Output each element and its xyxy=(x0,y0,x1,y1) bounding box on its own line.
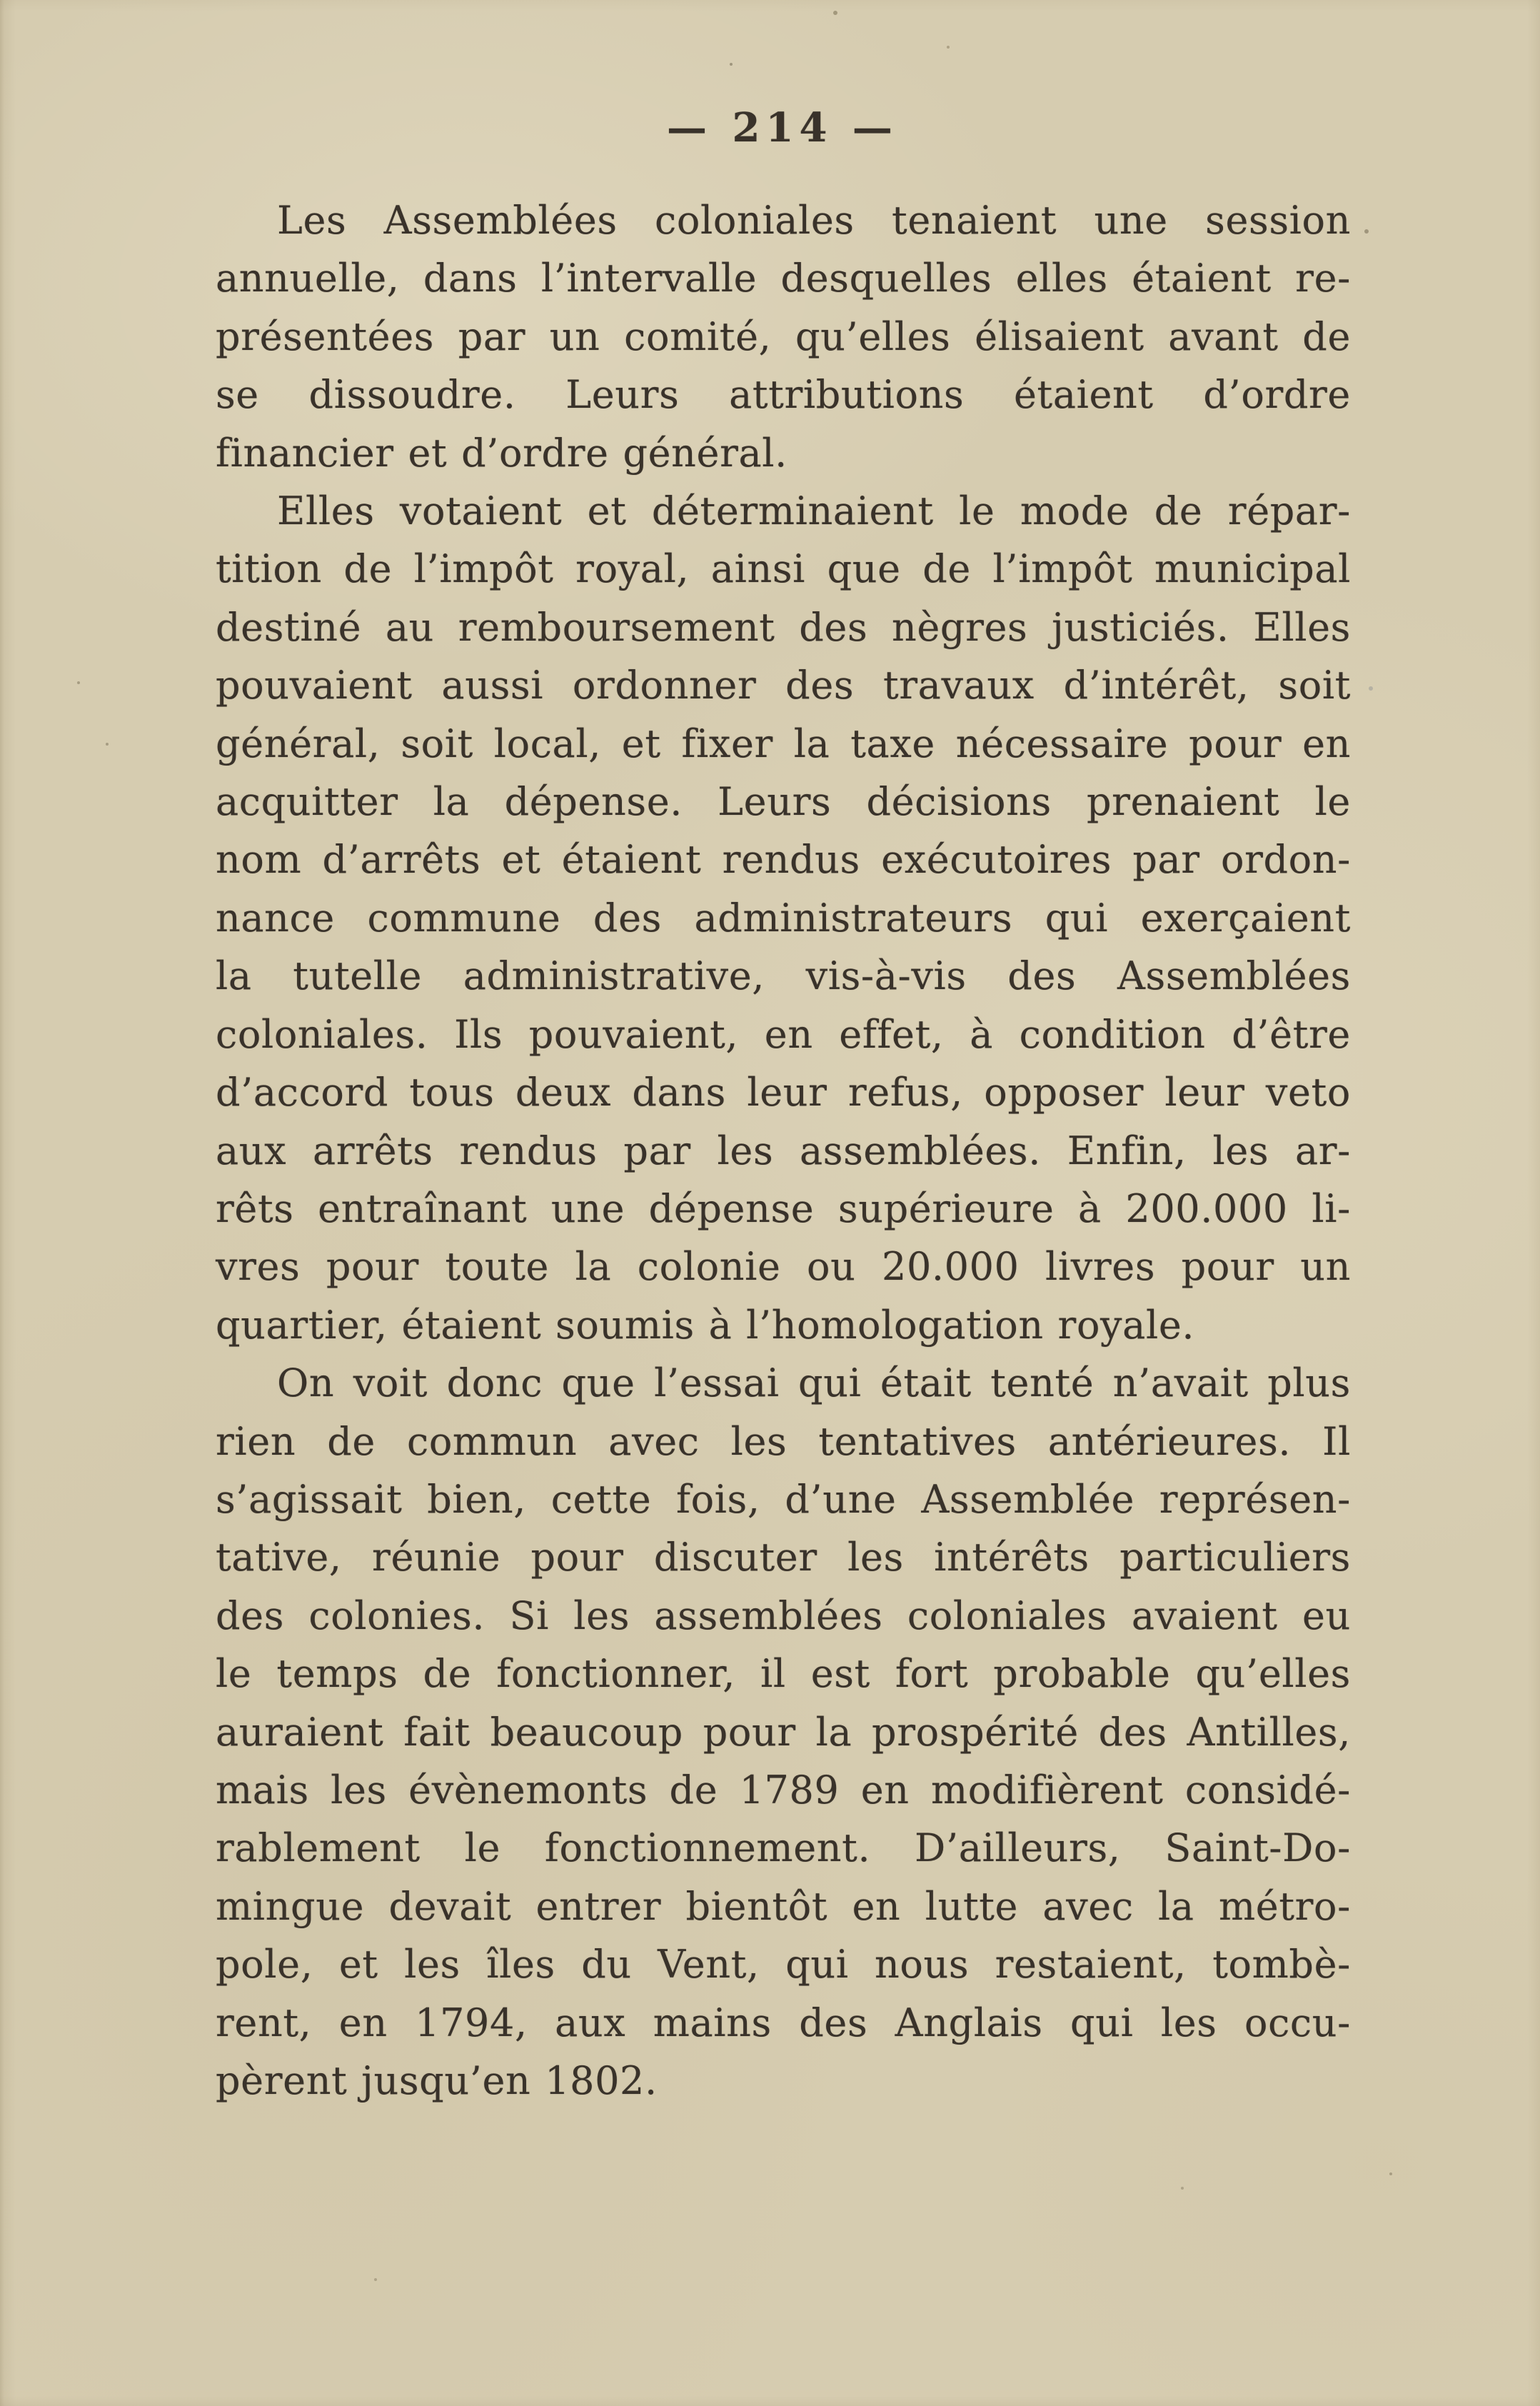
text-line: pèrent jusqu’en 1802. xyxy=(216,2058,658,2103)
text-line: coloniales. Ils pouvaient, en effet, à condition d’être xyxy=(216,1011,1351,1057)
text-block xyxy=(216,191,1351,2110)
text-line: quartier, étaient soumis à l’homologation royale. xyxy=(216,1302,1195,1348)
text-line: s’agissait bien, cette fois, d’une Assemblée représen- xyxy=(216,1476,1351,1522)
paragraph xyxy=(216,482,1351,1354)
text-line: général, soit local, et fixer la taxe nécessaire pour en xyxy=(216,721,1351,766)
text-line: pole, et les îles du Vent, qui nous restaient, tombè- xyxy=(216,1942,1351,1988)
text-line: présentées par un comité, qu’elles élisaient avant de xyxy=(216,314,1351,359)
text-line: rent, en 1794, aux mains des Anglais qui les occu- xyxy=(216,2000,1351,2045)
text-line: vres pour toute la colonie ou 20.000 livres pour un xyxy=(216,1244,1351,1290)
text-line: nom d’arrêts et étaient rendus exécutoires par ordon- xyxy=(216,837,1351,883)
text-line: annuelle, dans l’intervalle desquelles elles étaient re- xyxy=(216,256,1351,301)
text-line: rien de commun avec les tentatives antérieures. Il xyxy=(216,1418,1351,1464)
text-line: pouvaient aussi ordonner des travaux d’intérêt, soit xyxy=(216,663,1351,708)
text-line: aux arrêts rendus par les assemblées. Enfin, les ar- xyxy=(216,1128,1351,1173)
text-line: destiné au remboursement des nègres justiciés. Elles xyxy=(216,604,1351,650)
text-line: Elles votaient et déterminaient le mode de répar- xyxy=(277,488,1351,534)
text-line: financier et d’ordre général. xyxy=(216,430,787,476)
paper-specks xyxy=(0,0,3,3)
paragraph xyxy=(216,191,1351,482)
text-line: rablement le fonctionnement. D’ailleurs, Saint-Do- xyxy=(216,1825,1351,1871)
text-line: Les Assemblées coloniales tenaient une session xyxy=(277,198,1351,243)
text-line: auraient fait beaucoup pour la prospérité des Antilles, xyxy=(216,1709,1351,1755)
text-line: la tutelle administrative, vis-à-vis des Assemblées xyxy=(216,953,1351,999)
text-line: tative, réunie pour discuter les intérêts particuliers xyxy=(216,1535,1351,1580)
text-line: le temps de fonctionner, il est fort probable qu’elles xyxy=(216,1651,1351,1697)
text-line: acquitter la dépense. Leurs décisions prenaient le xyxy=(216,779,1351,825)
text-line: des colonies. Si les assemblées coloniales avaient eu xyxy=(216,1593,1351,1638)
page-number-header: — 214 — xyxy=(667,104,898,151)
text-line: tition de l’impôt royal, ainsi que de l’impôt municipal xyxy=(216,546,1351,592)
text-line: rêts entraînant une dépense supérieure à 200.000 li- xyxy=(216,1186,1351,1231)
text-line: On voit donc que l’essai qui était tenté n’avait plus xyxy=(277,1360,1351,1406)
text-line: mingue devait entrer bientôt en lutte avec la métro- xyxy=(216,1883,1351,1929)
text-line: mais les évènemonts de 1789 en modifièrent considé- xyxy=(216,1767,1351,1813)
text-line: d’accord tous deux dans leur refus, opposer leur veto xyxy=(216,1070,1351,1116)
text-line: nance commune des administrateurs qui exerçaient xyxy=(216,895,1351,941)
text-line: se dissoudre. Leurs attributions étaient d’ordre xyxy=(216,372,1351,418)
paragraph xyxy=(216,1354,1351,2110)
